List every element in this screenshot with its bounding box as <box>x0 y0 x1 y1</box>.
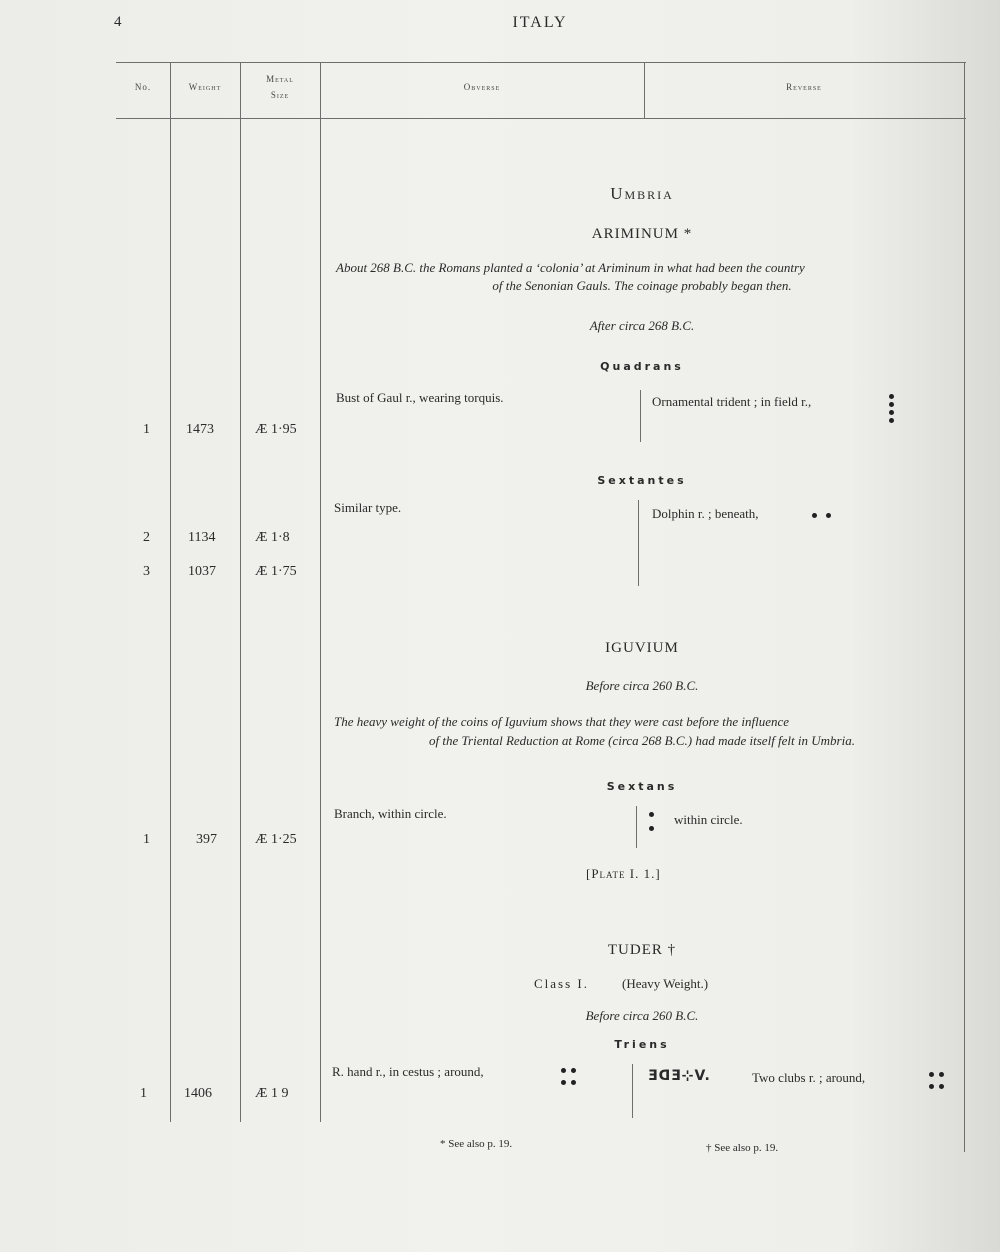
row-metal-size: Æ 1·25 <box>255 832 297 847</box>
header-reverse: Reverse <box>786 82 822 92</box>
ariminum-note-line2: of the Senonian Gauls. The coinage probably began then. <box>492 278 792 293</box>
table-top-rule <box>116 62 966 63</box>
row-weight: 1037 <box>188 564 216 579</box>
row-no: 1 <box>143 832 150 847</box>
plate-reference: [Plate I. 1.] <box>586 866 661 881</box>
tuder-class: Class I. <box>534 976 589 991</box>
tuder-period: Before circa 260 B.C. <box>585 1008 699 1023</box>
row-weight: 397 <box>196 832 217 847</box>
running-head: ITALY <box>512 14 568 31</box>
sextantes-obv-rev-divider <box>638 500 639 586</box>
row-weight: 1473 <box>186 422 214 437</box>
page-number: 4 <box>114 14 122 30</box>
table-right-rule <box>964 62 965 1152</box>
denomination-triens: Triens <box>614 1038 670 1051</box>
tuder-class-note: (Heavy Weight.) <box>622 976 709 991</box>
iguvium-period: Before circa 260 B.C. <box>585 678 699 693</box>
city-heading-ariminum: ARIMINUM * <box>591 226 693 242</box>
row-no: 2 <box>143 530 150 545</box>
sextantes-obverse: Similar type. <box>334 500 402 515</box>
row-weight: 1134 <box>188 530 216 545</box>
iguvium-note-line2: of the Triental Reduction at Rome (circa 268 B.C.) had made itself felt in Umbria. <box>429 733 855 748</box>
denomination-sextantes: Sextantes <box>597 474 687 487</box>
region-heading: Umbria <box>610 184 674 203</box>
sextans-reverse: within circle. <box>674 812 743 827</box>
triens-reverse: Two clubs r. ; around, <box>752 1070 866 1085</box>
footnote-tuder: † See also p. 19. <box>706 1142 779 1154</box>
row-no: 3 <box>143 564 150 579</box>
row-metal-size: Æ 1·8 <box>255 530 290 545</box>
quadrans-obverse: Bust of Gaul r., wearing torquis. <box>336 390 504 405</box>
col-divider-1 <box>170 62 171 1122</box>
header-size: Size <box>270 90 290 100</box>
sextans-obverse: Branch, within circle. <box>334 806 447 821</box>
denomination-sextans: Sextans <box>606 780 678 793</box>
quadrans-obv-rev-divider <box>640 390 641 442</box>
row-no: 1 <box>140 1086 147 1101</box>
col-divider-3 <box>320 62 321 1122</box>
tuder-legend-inscription: ƎᗡƎ⊹V. <box>648 1068 711 1084</box>
table-header-rule <box>116 118 966 119</box>
triens-obverse: R. hand r., in cestus ; around, <box>332 1064 484 1079</box>
footnote-ariminum: * See also p. 19. <box>440 1138 513 1150</box>
quadrans-reverse: Ornamental trident ; in field r., <box>652 394 812 409</box>
row-metal-size: Æ 1·95 <box>255 422 297 437</box>
row-no: 1 <box>143 422 150 437</box>
ariminum-period: After circa 268 B.C. <box>589 318 695 333</box>
header-weight: Weight <box>188 82 222 92</box>
col-divider-2 <box>240 62 241 1122</box>
denomination-quadrans: Quadrans <box>600 360 684 373</box>
row-metal-size: Æ 1 9 <box>255 1086 289 1101</box>
header-obverse: Obverse <box>463 82 501 92</box>
row-weight: 1406 <box>184 1086 212 1101</box>
ariminum-note-line1: About 268 B.C. the Romans planted a ‘colonia’ at Ariminum in what had been the country <box>336 260 805 275</box>
city-heading-iguvium: IGUVIUM <box>605 640 679 656</box>
sextantes-reverse: Dolphin r. ; beneath, <box>652 506 759 521</box>
header-no: No. <box>134 82 152 92</box>
triens-obv-rev-divider <box>632 1064 633 1118</box>
iguvium-note-line1: The heavy weight of the coins of Iguvium shows that they were cast before the influence <box>334 714 790 729</box>
sextans-obv-rev-divider <box>636 806 637 848</box>
row-metal-size: Æ 1·75 <box>255 564 297 579</box>
header-metal: Metal <box>266 74 294 84</box>
city-heading-tuder: TUDER † <box>607 942 677 958</box>
